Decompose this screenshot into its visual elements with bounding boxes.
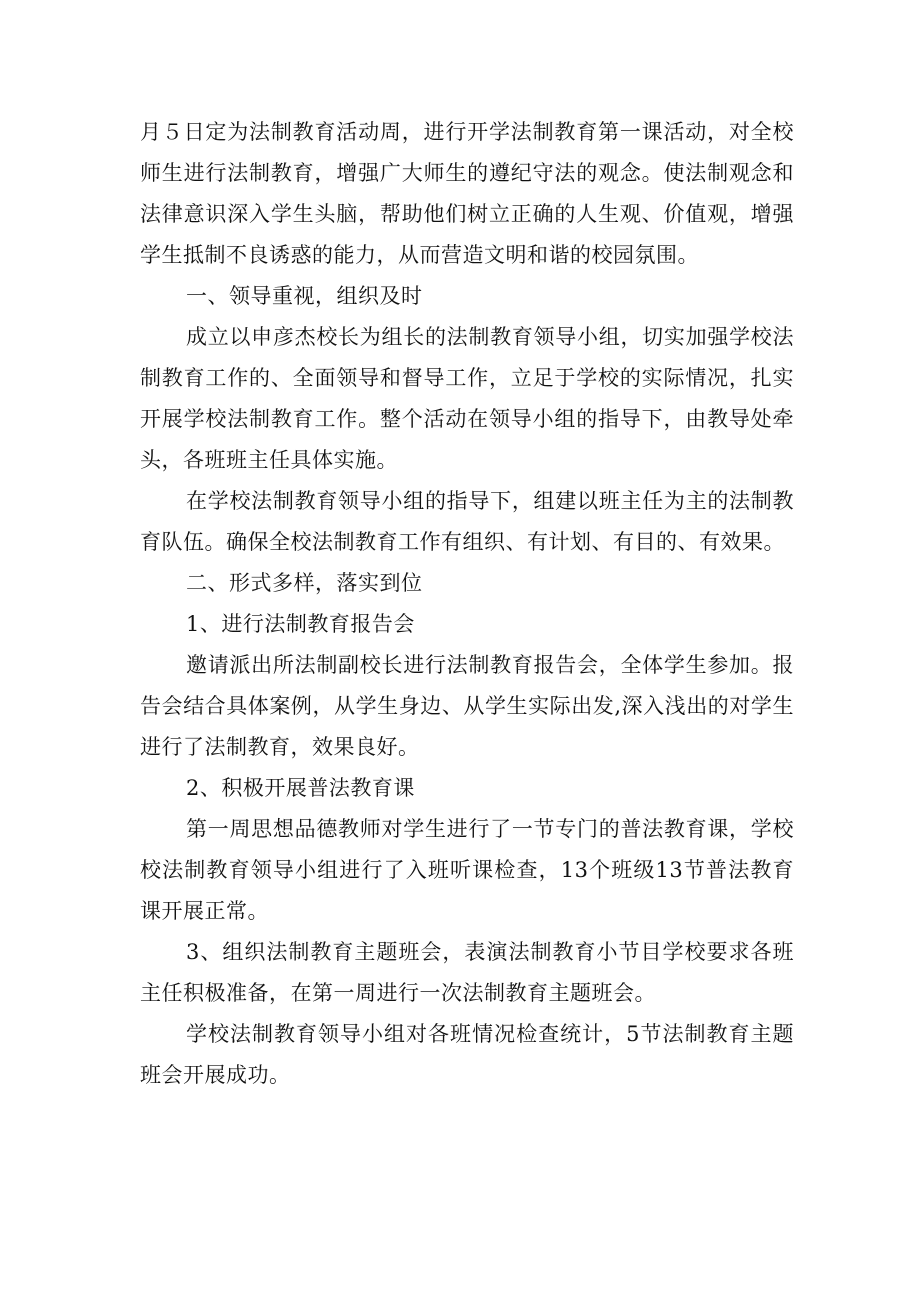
body-paragraph: 3、组织法制教育主题班会，表演法制教育小节目学校要求各班主任积极准备，在第一周进行一次法制教育主题班会。 xyxy=(140,940,794,1005)
body-paragraph: 学校法制教育领导小组对各班情况检查统计，5节法制教育主题班会开展成功。 xyxy=(140,1022,794,1087)
body-paragraph: 在学校法制教育领导小组的指导下，组建以班主任为主的法制教育队伍。确保全校法制教育工作有组织、有计划、有目的、有效果。 xyxy=(140,489,794,554)
body-paragraph: 邀请派出所法制副校长进行法制教育报告会，全体学生参加。报告会结合具体案例，从学生身边、从学生实际出发,深入浅出的对学生进行了法制教育，效果良好。 xyxy=(140,653,794,759)
body-paragraph: 月５日定为法制教育活动周，进行开学法制教育第一课活动，对全校师生进行法制教育，增强广大师生的遵纪守法的观念。使法制观念和法律意识深入学生头脑，帮助他们树立正确的人生观、价值观，增强学生抵制不良诱惑的能力，从而营造文明和谐的校园氛围。 xyxy=(140,120,794,267)
document-page xyxy=(140,112,794,1096)
section-heading: 一、领导重视，组织及时 xyxy=(186,284,423,308)
body-paragraph: 成立以申彦杰校长为组长的法制教育领导小组，切实加强学校法制教育工作的、全面领导和督导工作，立足于学校的实际情况，扎实开展学校法制教育工作。整个活动在领导小组的指导下，由教导处牵头，各班班主任具体实施。 xyxy=(140,325,794,472)
subsection-heading: 2、积极开展普法教育课 xyxy=(186,776,415,800)
body-paragraph: 第一周思想品德教师对学生进行了一节专门的普法教育课，学校校法制教育领导小组进行了入班听课检查，13个班级13节普法教育课开展正常。 xyxy=(140,817,794,923)
section-heading: 二、形式多样，落实到位 xyxy=(186,571,423,595)
subsection-heading: 1、进行法制教育报告会 xyxy=(186,612,415,636)
